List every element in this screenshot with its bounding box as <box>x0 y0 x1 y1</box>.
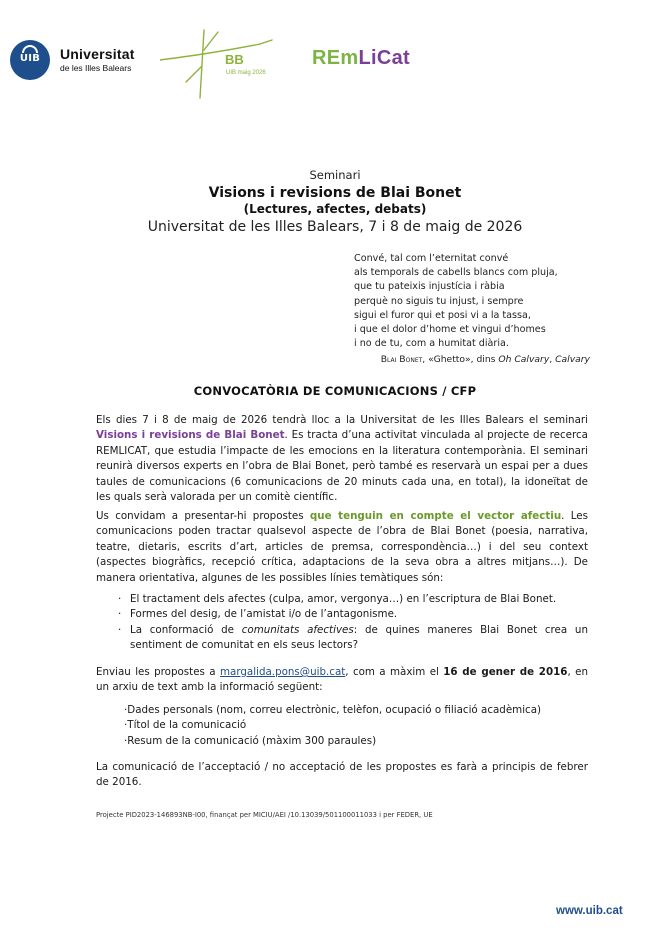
notification-paragraph: La comunicació de l’acceptació / no acceptació de les propostes es farà a principis de febrer de 2016. <box>96 761 588 789</box>
list-item: ·Títol de la comunicació <box>124 719 247 732</box>
poem-citation <box>300 354 590 365</box>
p2-after: . Les comunicacions poden tractar qualsevol aspecte de l’obra de Blai Bonet (poesia, narrativa, teatre, dietaris, escrits d’art, articles de premsa, correspondència…) i del seu context (aspectes biogràfics, recepció crítica, adaptacions de la seva obra a altres mitjans…). De manera orientativa, algunes de les possibles línies temàtiques són: <box>96 510 588 584</box>
thematic-lines-list <box>118 592 588 654</box>
list-item <box>118 607 588 622</box>
title-block <box>0 168 670 236</box>
title-kicker: Seminari <box>309 168 361 182</box>
p3-mid: , com a màxim el <box>345 666 444 678</box>
affective-vector-highlight: que tenguin en compte el vector afectiu <box>309 510 562 522</box>
uib-logo <box>10 40 142 80</box>
intro-paragraph <box>96 413 588 505</box>
item3-before: La conformació de <box>130 623 242 636</box>
bullet-mark: · <box>118 593 122 605</box>
cfp-heading: CONVOCATÒRIA DE COMUNICACIONS / CFP <box>193 384 477 398</box>
website-link[interactable]: www.uib.cat <box>556 905 623 917</box>
uib-subname: de les Illes Balears <box>60 63 132 73</box>
item3-italic: comunitats afectives <box>241 623 354 636</box>
list-item-text <box>130 623 588 654</box>
item3-after: : de quines maneres Blai Bonet crea un sentiment de comunitat en els seus lectors? <box>130 623 588 652</box>
p1-after: . Es tracta d’una activitat vinculada al projecte de recerca REMLICAT, que estudia l’impacte de les emocions en la literatura contemporània. El seminari reunirà diversos experts en l’obra de Blai Bonet, però també es reservarà un espai per a dues taules de comunicacions (6 comunicacions de 20 minuts cada una, en total), la idoneïtat de les quals serà valorada per un comitè científic. <box>96 429 588 504</box>
p3-before: Enviau les propostes a <box>96 666 220 678</box>
uib-emblem-icon <box>10 40 50 80</box>
poem-line: i que el dolor d’home et vingui d’homes <box>354 324 546 336</box>
list-item-text: Formes del desig, de l’amistat i/o de l’antagonisme. <box>130 608 398 621</box>
invitation-paragraph <box>96 509 588 586</box>
poem-line: Convé, tal com l’eternitat convé <box>354 253 509 264</box>
list-item <box>118 592 588 607</box>
funding-footnote: Projecte PID2023-146893NB-I00, finançat per MICIU/AEI /10.13039/501100011033 i per FEDER, UE <box>96 811 433 819</box>
poem-line: i no de tu, com a humitat diària. <box>354 338 509 350</box>
poem-line: perquè no siguis tu injust, i sempre <box>354 295 524 307</box>
uib-name: Universitat <box>60 46 135 62</box>
bb-logo-text: BB <box>225 52 244 67</box>
poem-line: als temporals de cabells blancs com pluja, <box>354 267 558 279</box>
deadline-date: 16 de gener de 2016 <box>443 666 568 678</box>
bullet-mark: · <box>118 608 122 621</box>
bb-logo <box>160 22 290 102</box>
poem-line: sigui el furor qui et posi vi a la tassa, <box>354 309 531 321</box>
p3-after: , en un arxiu de text amb la informació següent: <box>96 666 588 694</box>
list-item: ·Dades personals (nom, correu electrònic, telèfon, ocupació o filiació acadèmica) <box>124 704 542 716</box>
list-item <box>118 623 588 654</box>
p1-before: Els dies 7 i 8 de maig de 2026 tendrà lloc a la Universitat de les Illes Balears el seminari <box>96 414 588 426</box>
submission-paragraph <box>96 665 588 696</box>
bb-logo-sub: UIB maig 2026 <box>226 70 266 76</box>
remlicat-part1: REm <box>312 47 359 69</box>
place-date: Universitat de les Illes Balears, 7 i 8 de maig de 2026 <box>147 219 523 235</box>
citation-mid: , «Ghetto», dins <box>422 354 499 365</box>
seminar-name-highlight: Visions i revisions de Blai Bonet <box>96 429 285 442</box>
list-item-text: El tractament dels afectes (culpa, amor, vergonya…) en l’escriptura de Blai Bonet. <box>130 593 557 605</box>
uib-emblem-text: UIB <box>19 53 41 64</box>
page-title: Visions i revisions de Blai Bonet <box>208 185 462 201</box>
list-item: ·Resum de la comunicació (màxim 300 paraules) <box>124 734 377 747</box>
p2-before: Us convidam a presentar-hi propostes <box>96 510 310 522</box>
citation-author: Blai Bonet <box>380 354 423 365</box>
required-fields-list <box>124 703 584 749</box>
poem-line: que tu pateixis injustícia i ràbia <box>354 281 505 293</box>
epigraph-poem <box>354 252 604 351</box>
page-subtitle: (Lectures, afectes, debats) <box>243 202 427 216</box>
citation-book2: Calvary <box>555 354 590 365</box>
citation-book1: Oh Calvary <box>498 354 550 365</box>
remlicat-logo <box>312 47 410 70</box>
citation-sep: , <box>549 354 556 365</box>
remlicat-part2: LiCat <box>358 47 410 69</box>
bullet-mark: · <box>118 623 122 636</box>
contact-email-link[interactable]: margalida.pons@uib.cat <box>219 666 346 678</box>
